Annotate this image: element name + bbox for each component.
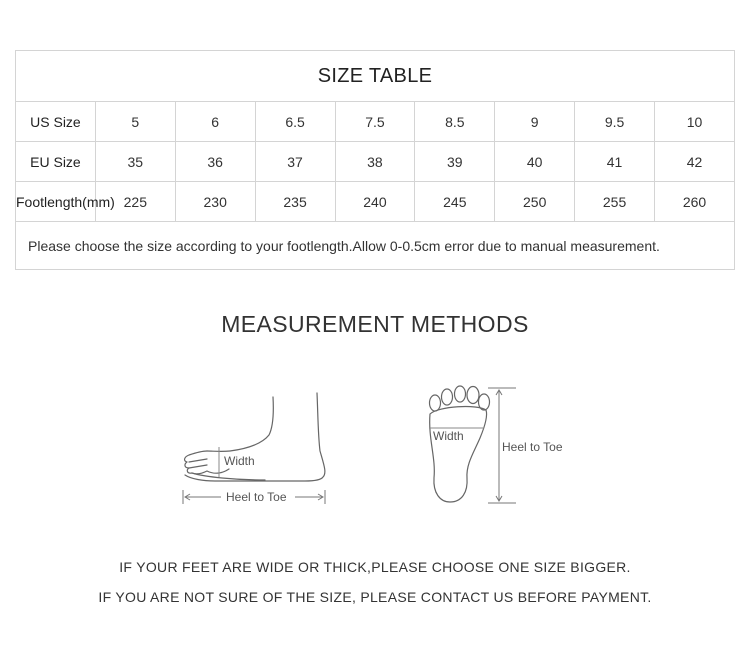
size-table-title: SIZE TABLE: [16, 51, 735, 102]
sole-width-label: Width: [433, 429, 464, 443]
size-table-note: Please choose the size according to your footlength.Allow 0-0.5cm error due to manual measurement.: [16, 222, 735, 270]
table-cell: 37: [255, 142, 335, 182]
table-cell: 7.5: [335, 102, 415, 142]
table-cell: 235: [255, 182, 335, 222]
table-cell: 240: [335, 182, 415, 222]
table-cell: 260: [655, 182, 735, 222]
table-cell: 6: [175, 102, 255, 142]
row-label-us-size: US Size: [16, 102, 96, 142]
table-row-footlength: [16, 182, 735, 222]
table-row-us-size: [16, 102, 735, 142]
size-table: [15, 50, 735, 270]
measurement-methods-title: MEASUREMENT METHODS: [221, 311, 529, 337]
note-contact-us: IF YOU ARE NOT SURE OF THE SIZE, PLEASE CONTACT US BEFORE PAYMENT.: [98, 589, 652, 605]
note-wide-feet: IF YOUR FEET ARE WIDE OR THICK,PLEASE CHOOSE ONE SIZE BIGGER.: [119, 559, 631, 575]
table-cell: 38: [335, 142, 415, 182]
table-cell: 9: [495, 102, 575, 142]
table-cell: 36: [175, 142, 255, 182]
table-cell: 5: [95, 102, 175, 142]
table-cell: 42: [655, 142, 735, 182]
row-label-eu-size: EU Size: [16, 142, 96, 182]
sole-length-label: Heel to Toe: [502, 440, 563, 454]
table-cell: 10: [655, 102, 735, 142]
side-width-label: Width: [224, 454, 255, 468]
table-cell: 8.5: [415, 102, 495, 142]
table-cell: 230: [175, 182, 255, 222]
table-cell: 250: [495, 182, 575, 222]
table-cell: 40: [495, 142, 575, 182]
row-label-footlength: Footlength(mm): [16, 182, 96, 222]
table-cell: 35: [95, 142, 175, 182]
table-cell: 6.5: [255, 102, 335, 142]
table-cell: 225: [95, 182, 175, 222]
foot-side-view-icon: [175, 385, 340, 510]
table-cell: 255: [575, 182, 655, 222]
foot-sole-view-icon: [418, 378, 563, 508]
table-cell: 41: [575, 142, 655, 182]
table-cell: 245: [415, 182, 495, 222]
table-cell: 9.5: [575, 102, 655, 142]
side-length-label: Heel to Toe: [226, 490, 287, 504]
table-cell: 39: [415, 142, 495, 182]
table-row-eu-size: [16, 142, 735, 182]
